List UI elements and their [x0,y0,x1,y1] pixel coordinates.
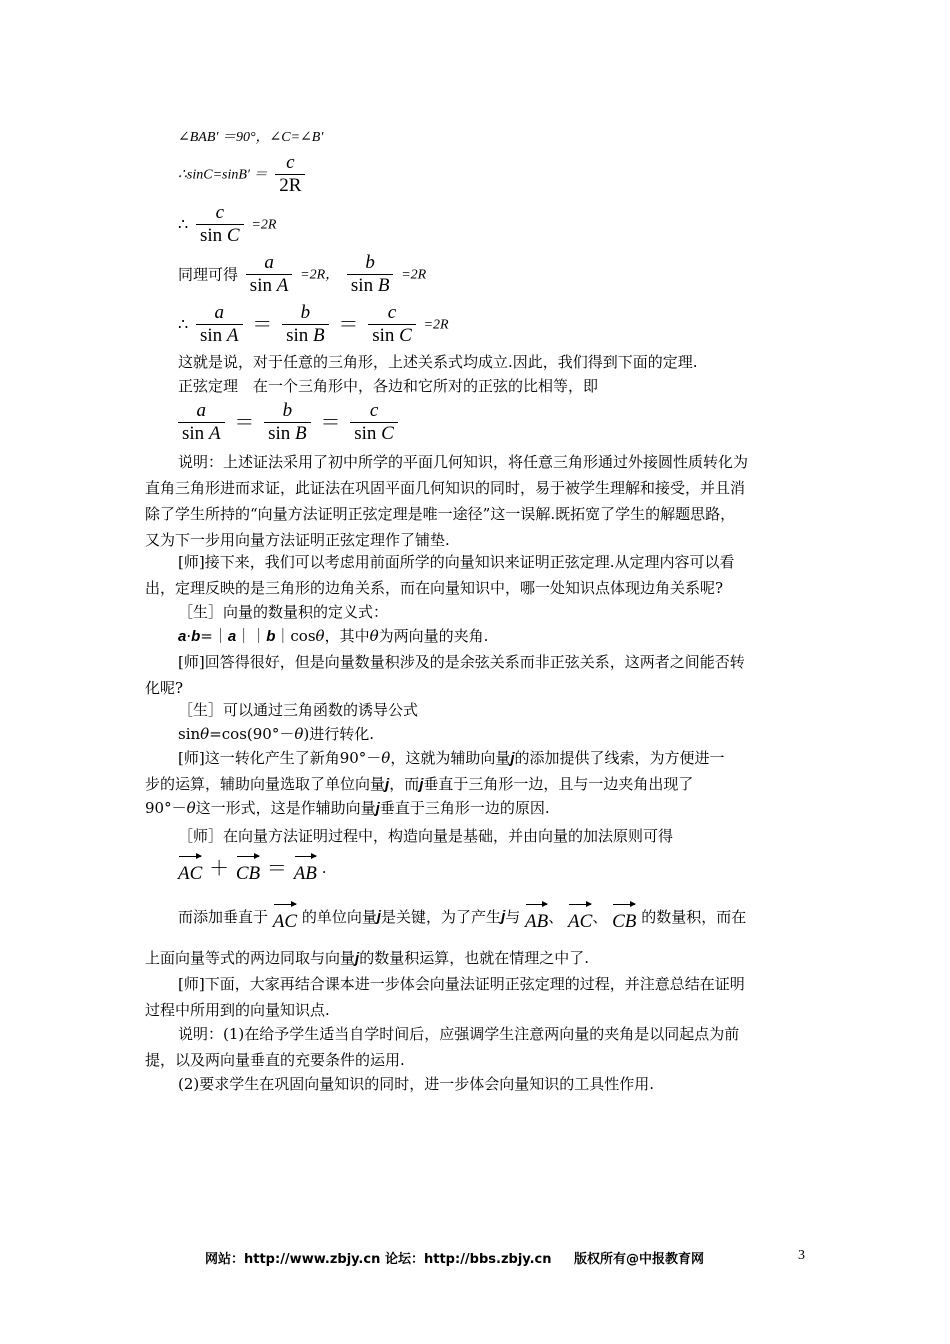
paragraph-line: (2)要求学生在巩固向量知识的同时，进一步体会向量知识的工具性作用. [178,1075,655,1093]
paragraph-line: [师]回答得很好，但是向量数量积涉及的是余弦关系而非正弦关系，这两者之间能否转 [178,653,745,671]
vector-j: j [375,800,380,817]
fraction [196,302,243,347]
fraction-denominator [368,324,416,347]
angle-var: A [276,275,289,296]
text-segment: =｜ [200,627,228,645]
paragraph-line: [师]接下来，我们可以考虑用前面所学的向量知识来证明正弦定理.从定理内容可以看 [178,553,735,571]
therefore-symbol: ∴ [178,214,189,234]
therefore-symbol: ∴ [178,314,189,334]
fraction-denominator [196,324,243,347]
law-of-sines-equation [175,400,815,445]
fraction-denominator [350,422,398,445]
fraction-denominator [264,422,311,445]
equals-sign: ＝ [266,858,287,880]
text-segment: 而添加垂直于 [178,908,269,926]
dot-product-definition [178,624,818,649]
fraction-denominator [178,422,225,445]
angle-var: A [226,325,239,346]
vector-AB: AB [294,852,317,886]
text-segment: ｜cos [275,627,316,645]
paragraph-line: ［生］向量的数量积的定义式： [178,603,389,621]
fraction-numerator: b [300,302,311,323]
vector-j: j [385,776,390,793]
vector-a: a [178,628,187,645]
equation-suffix: =2R [423,317,449,333]
sin-text: sin [350,275,374,296]
text-segment: 这一形式，这是作辅助向量 [195,799,376,817]
text-segment: 的数量积运算，也就在情理之中了. [359,949,589,967]
text-segment: 为两向量的夹角. [378,627,489,645]
equation-sinC [178,152,818,197]
induction-formula [178,722,818,746]
fraction-numerator: b [282,400,293,421]
paragraph-line: 出，定理反映的是三角形的边角关系，而在向量知识中，哪一处知识点体现边角关系呢? [145,579,724,597]
footer-forum-link[interactable]: 论坛：http://bbs.zbjy.cn [385,1252,552,1267]
vector-j: j [501,908,506,925]
theorem-statement: 正弦定理 在一个三角形中，各边和它所对的正弦的比相等，即 [178,377,599,395]
paragraph-line: ［师］在向量方法证明过程中，构造向量是基础，并由向量的加法原则可得 [178,827,674,845]
equation-text: ∠BAB′ ＝90°，∠C=∠B′ [178,130,324,145]
paragraph-line: 说明：上述证法采用了初中所学的平面几何知识，将任意三角形通过外接圆性质转化为 [178,453,749,471]
fraction [368,302,416,347]
text-segment: 步的运算，辅助向量选取了单位向量 [145,775,386,793]
equation-angle [178,126,818,150]
theta-symbol: θ [294,725,304,743]
theta-symbol: θ [186,799,196,817]
equation-suffix: =2R [251,217,277,233]
sin-text: sin [199,225,223,246]
angle-var: B [313,325,325,346]
text-segment: 、 [548,908,564,926]
vector-j: j [419,776,424,793]
fraction [282,302,329,347]
sin-text: sin [199,325,223,346]
paragraph-line: 说明：(1)在给予学生适当自学时间后，应强调学生注意两向量的夹角是以同起点为前 [178,1025,740,1043]
theta-symbol: θ [369,627,379,645]
text-segment: 垂直于三角形一边的原因. [379,799,550,817]
fraction-numerator: a [214,302,224,323]
vector-AC: AC [178,852,202,886]
vector-j: j [355,950,360,967]
fraction-numerator: a [196,400,207,421]
paragraph-line: 化呢? [145,679,184,697]
fraction [264,400,311,445]
paragraph-line [145,796,815,821]
sin-text: sin [249,275,272,296]
sin-text: sin [372,325,395,346]
vector-a: a [227,628,237,645]
text-segment: =cos(90°－ [209,725,295,743]
paragraph-line [178,746,818,771]
text-segment: ，其中 [324,627,370,645]
equals-sign: ＝ [234,411,255,434]
sin-text: sin [286,325,309,346]
paragraph-line: 提，以及两向量垂直的充要条件的运用. [145,1051,405,1069]
text-segment: [师]这一转化产生了新角90°－ [178,749,382,767]
fraction [350,400,398,445]
vector-sum-equation [178,852,818,886]
angle-var: B [295,423,307,444]
footer-copyright: 版权所有@中报教育网 [574,1252,705,1267]
paragraph-line: 又为下一步用向量方法证明正弦定理作了铺垫. [145,531,450,549]
fraction [275,152,305,197]
paragraph-line: [师]下面，大家再结合课本进一步体会向量法证明正弦定理的过程，并注意总结在证明 [178,975,745,993]
fraction-denominator [275,174,305,197]
equals-sign: ＝ [338,313,359,336]
similarly-text: 同理可得 [178,265,239,284]
fraction [178,400,225,445]
angle-var: C [226,225,240,246]
text-segment: ｜｜ [236,627,267,645]
vector-b: b [191,628,201,645]
footer-website-link[interactable]: 网站：http://www.zbjy.cn [205,1252,381,1267]
fraction [196,202,244,247]
vector-CB: CB [612,900,636,934]
paragraph-line: 过程中所用到的向量知识点. [145,1001,330,1019]
fraction-denominator [196,224,244,247]
equation-mid: =2R， [300,267,340,283]
sin-text: sin [354,423,377,444]
paragraph-line: 除了学生所持的“向量方法证明正弦定理是唯一途径”这一误解.既拓宽了学生的解题思路， [145,505,736,523]
fraction-denominator [347,274,394,297]
paragraph-line: ［生］可以通过三角函数的诱导公式 [178,701,419,719]
fraction [347,252,394,297]
plus-sign: ＋ [209,858,230,880]
theta-symbol: θ [381,749,391,767]
paragraph-line: 这就是说，对于任意的三角形，上述关系式均成立.因此，我们得到下面的定理. [178,353,698,371]
text-segment: 是关键，为了产生 [381,908,502,926]
text-segment: 、 [592,908,608,926]
equation-law-of-sines-2R [178,302,818,347]
equation-similarly [178,252,818,297]
vector-j: j [510,750,515,767]
paragraph-line [178,900,818,934]
text-segment: 的添加提供了线索，为方便进一 [514,749,725,767]
equals-sign: ＝ [252,313,273,336]
fraction-numerator: b [365,252,375,273]
text-segment: 上面向量等式的两边同取与向量 [145,949,356,967]
equals-sign: ＝ [320,411,341,434]
text-segment: 与 [505,908,521,926]
equation-suffix: =2R [401,267,427,283]
equation-c-over-sinC [178,202,818,247]
vector-AC: AC [568,900,592,934]
text-segment: 90°－ [145,799,187,817]
paragraph-line [145,772,815,797]
theta-symbol: θ [315,627,325,645]
text-segment: sin [178,725,201,743]
sin-text: sin [182,423,205,444]
denominator-text: 2R [279,175,302,196]
period: . [321,859,327,877]
text-segment: 垂直于三角形一边，且与一边夹角出现了 [423,775,694,793]
vector-b: b [266,628,276,645]
text-segment: ，而 [389,775,420,793]
fraction-numerator: c [387,302,397,323]
angle-var: B [377,275,390,296]
fraction-numerator: a [264,252,274,273]
fraction-numerator: c [215,202,224,223]
vector-AC: AC [273,900,297,934]
text-segment: )进行转化. [303,725,374,743]
page-number: 3 [798,1248,805,1263]
paragraph-line [145,946,815,971]
text-segment: 的数量积，而在 [641,908,747,926]
sin-text: sin [268,423,291,444]
fraction-denominator [282,324,329,347]
vector-j: j [376,908,382,925]
fraction-numerator: c [286,152,295,173]
fraction-denominator [246,274,293,297]
text-segment: 的单位向量 [301,908,377,926]
vector-AB: AB [525,900,548,934]
text-segment: ，这就为辅助向量 [390,749,511,767]
equation-prefix: ∴sinC=sinB′ ＝ [178,167,268,183]
angle-var: C [381,423,394,444]
fraction-numerator: c [369,400,379,421]
fraction [246,252,293,297]
vector-CB: CB [236,852,260,886]
theta-symbol: θ [200,725,210,743]
paragraph-line: 直角三角形进而求证，此证法在巩固平面几何知识的同时，易于被学生理解和接受，并且消 [145,479,746,497]
angle-var: A [208,423,221,444]
dot-symbol: · [186,627,192,645]
angle-var: C [399,325,412,346]
